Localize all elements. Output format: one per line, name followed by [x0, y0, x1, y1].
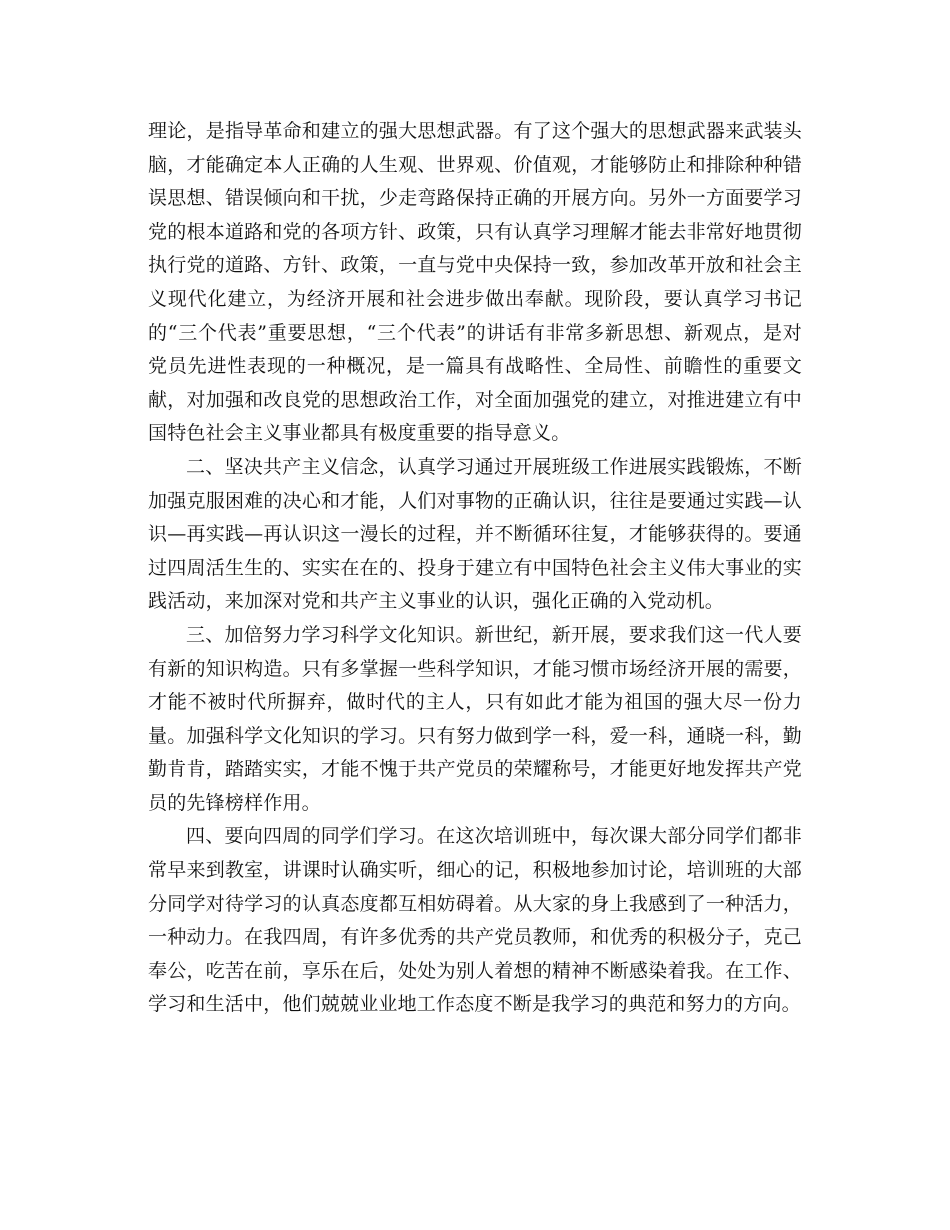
paragraph-section-three: 三、加倍努力学习科学文化知识。新世纪，新开展，要求我们这一代人要有新的知识构造。只有多掌握一些科学知识，才能习惯市场经济开展的需要，才能不被时代所摒弃，做时代的主人，只有如此才能为祖国的强大尽一份力量。加强科学文化知识的学习。只有努力做到学一科，爱一科，通晓一科，勤勤肯肯，踏踏实实，才能不愧于共产党员的荣耀称号，才能更好地发挥共产党员的先锋榜样作用。 — [148, 623, 802, 814]
paragraph-theory: 理论，是指导革命和建立的强大思想武器。有了这个强大的思想武器来武装头脑，才能确定本人正确的人生观、世界观、价值观，才能够防止和排除种种错误思想、错误倾向和干扰，少走弯路保持正确的开展方向。另外一方面要学习党的根本道路和党的各项方针、政策，只有认真学习理解才能去非常好地贯彻执行党的道路、方针、政策，一直与党中央保持一致，参加改革开放和社会主义现代化建立，为经济开展和社会进步做出奉献。现阶段，要认真学习书记的“三个代表”重要思想，“三个代表”的讲话有非常多新思想、新观点，是对党员先进性表现的一种概况，是一篇具有战略性、全局性、前瞻性的重要文献，对加强和改良党的思想政治工作，对全面加强党的建立，对推进建立有中国特色社会主义事业都具有极度重要的指导意义。 — [148, 120, 802, 445]
paragraph-section-four: 四、要向四周的同学们学习。在这次培训班中，每次课大部分同学们都非常早来到教室，讲课时认确实听，细心的记，积极地参加讨论，培训班的大部分同学对待学习的认真态度都互相妨碍着。从大家的身上我感到了一种活力，一种动力。在我四周，有许多优秀的共产党员教师，和优秀的积极分子，克己奉公，吃苦在前，享乐在后，处处为别人着想的精神不断感染着我。在工作、学习和生活中，他们兢兢业业地工作态度不断是我学习的典范和努力的方向。 — [148, 825, 802, 1016]
paragraph-section-two: 二、坚决共产主义信念，认真学习通过开展班级工作进展实践锻炼，不断加强克服困难的决心和才能，人们对事物的正确认识，往往是要通过实践—认识—再实践—再认识这一漫长的过程，并不断循环往复，才能够获得的。要通过四周活生生的、实实在在的、投身于建立有中国特色社会主义伟大事业的实践活动，来加深对党和共产主义事业的认识，强化正确的入党动机。 — [148, 455, 802, 613]
document-body — [148, 115, 802, 1022]
